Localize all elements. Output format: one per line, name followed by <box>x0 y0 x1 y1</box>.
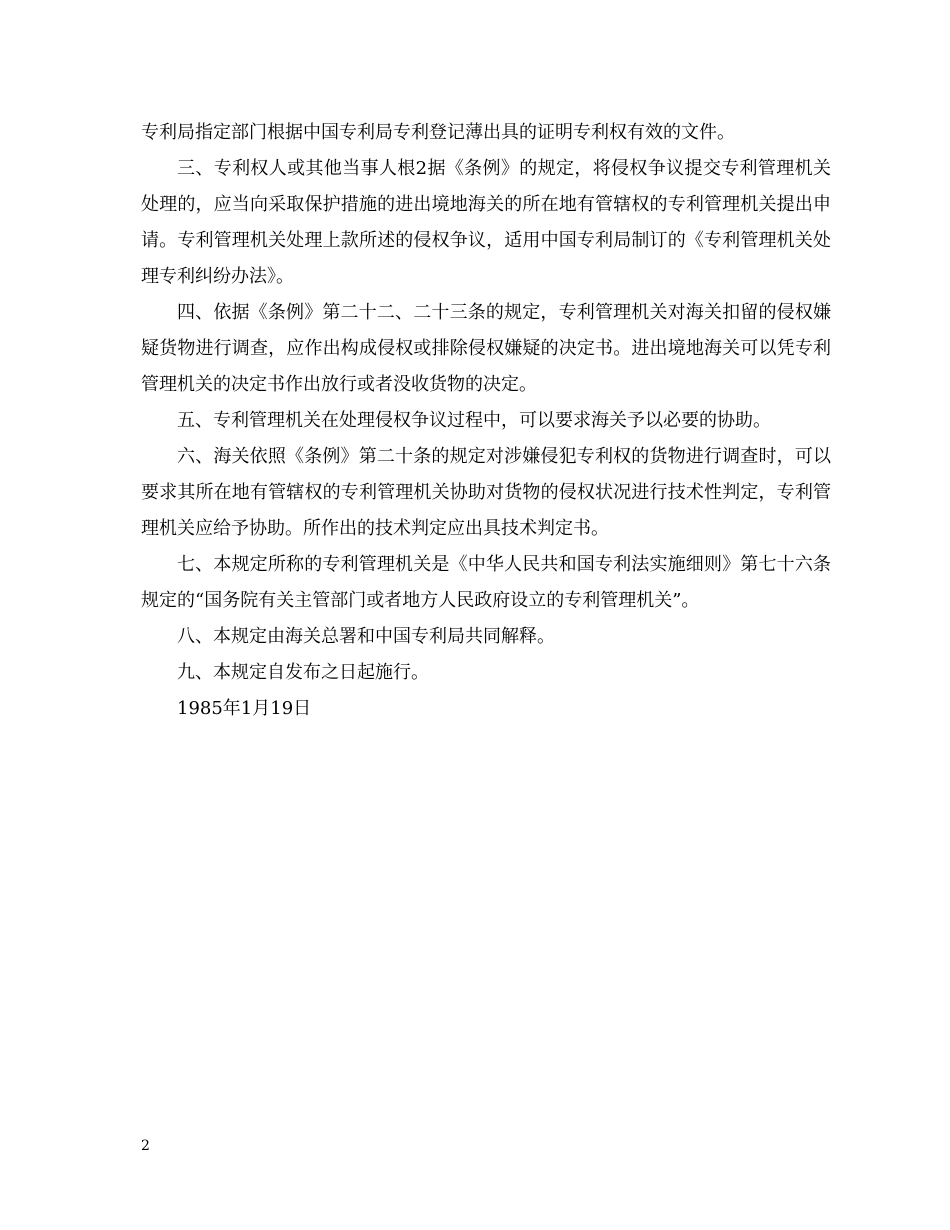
paragraph-article-6: 六、海关依照《条例》第二十条的规定对涉嫌侵犯专利权的货物进行调查时，可以要求其所在地有管辖权的专利管理机关协助对货物的侵权状况进行技术性判定，专利管理机关应给予协助。所作出的技术判定应出具技术判定书。 <box>141 446 831 539</box>
paragraph-article-7: 七、本规定所称的专利管理机关是《中华人民共和国专利法实施细则》第七十六条规定的“国务院有关主管部门或者地方人民政府设立的专利管理机关”。 <box>141 554 831 611</box>
paragraph-article-3: 三、专利权人或其他当事人根2据《条例》的规定，将侵权争议提交专利管理机关处理的，应当向采取保护措施的进出境地海关的所在地有管辖权的专利管理机关提出申请。专利管理机关处理上款所述的侵权争议，适用中国专利局制订的《专利管理机关处理专利纠纷办法》。 <box>141 158 831 287</box>
paragraph-article-8: 八、本规定由海关总署和中国专利局共同解释。 <box>177 626 555 647</box>
paragraph-article-4: 四、依据《条例》第二十二、二十三条的规定，专利管理机关对海关扣留的侵权嫌疑货物进行调查，应作出构成侵权或排除侵权嫌疑的决定书。进出境地海关可以凭专利管理机关的决定书作出放行或者没收货物的决定。 <box>141 302 831 395</box>
paragraph-article-5: 五、专利管理机关在处理侵权争议过程中，可以要求海关予以必要的协助。 <box>177 410 771 431</box>
paragraph-continuation: 专利局指定部门根据中国专利局专利登记薄出具的证明专利权有效的文件。 <box>141 122 735 143</box>
document-date: 1985年1月19日 <box>177 698 312 719</box>
paragraph-article-9: 九、本规定自发布之日起施行。 <box>177 662 429 683</box>
document-body <box>141 115 831 727</box>
page-number: 2 <box>141 1138 150 1154</box>
